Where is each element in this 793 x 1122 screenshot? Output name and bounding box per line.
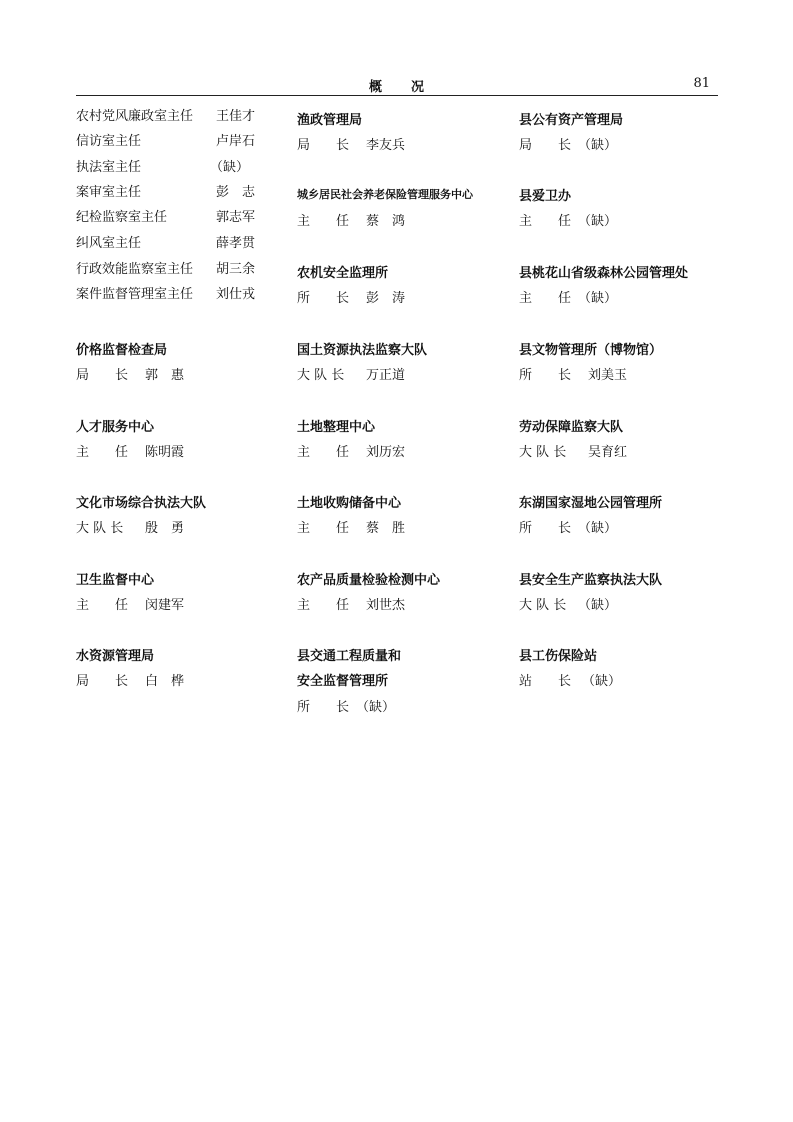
name-patriotic-health: （缺） bbox=[578, 214, 618, 229]
list-item: 信访室主任 卢岸石 bbox=[76, 134, 256, 149]
name-culture-market: 殷 勇 bbox=[145, 521, 185, 536]
list-item: 执法室主任 （缺） bbox=[76, 160, 250, 175]
title-pension: 主 任 bbox=[297, 214, 350, 229]
org-price: 价格监督检查局 bbox=[76, 343, 168, 358]
org-agri-quality: 农产品质量检验检测中心 bbox=[297, 573, 441, 588]
org-land-reserve: 土地收购储备中心 bbox=[297, 496, 402, 511]
title-work-safety: 大 队 长 bbox=[519, 598, 567, 613]
title-culture-market: 大 队 长 bbox=[76, 521, 124, 536]
name-fishery: 李友兵 bbox=[366, 138, 406, 153]
title-taohuashan: 主 任 bbox=[519, 291, 572, 306]
org-labor: 劳动保障监察大队 bbox=[519, 420, 624, 435]
org-work-injury: 县工伤保险站 bbox=[519, 649, 598, 664]
org-talent: 人才服务中心 bbox=[76, 420, 155, 435]
org-culture-market: 文化市场综合执法大队 bbox=[76, 496, 207, 511]
title-cultural-relics: 所 长 bbox=[519, 368, 572, 383]
name-work-injury: （缺） bbox=[582, 674, 622, 689]
list-item: 案件监督管理室主任 刘仕戎 bbox=[76, 287, 256, 302]
title-agri-quality: 主 任 bbox=[297, 598, 350, 613]
org-health-supervision: 卫生监督中心 bbox=[76, 573, 155, 588]
org-land-enforcement: 国土资源执法监察大队 bbox=[297, 343, 428, 358]
page-header bbox=[76, 76, 718, 94]
org-state-assets: 县公有资产管理局 bbox=[519, 113, 624, 128]
list-item: 纠风室主任 薛孝贯 bbox=[76, 236, 256, 251]
title-fishery: 局 长 bbox=[297, 138, 350, 153]
name-talent: 陈明霞 bbox=[145, 445, 185, 460]
page-number: 81 bbox=[693, 76, 710, 91]
title-price: 局 长 bbox=[76, 368, 129, 383]
name-land-enforcement: 万正道 bbox=[366, 368, 406, 383]
list-item: 纪检监察室主任 郭志军 bbox=[76, 210, 256, 225]
header-rule bbox=[76, 95, 718, 96]
name-work-safety: （缺） bbox=[578, 598, 618, 613]
list-item: 行政效能监察室主任 胡三余 bbox=[76, 262, 256, 277]
org-patriotic-health: 县爱卫办 bbox=[519, 189, 572, 204]
title-land-enforcement: 大 队 长 bbox=[297, 368, 345, 383]
title-land-consolidation: 主 任 bbox=[297, 445, 350, 460]
list-item: 农村党风廉政室主任 王佳才 bbox=[76, 109, 256, 124]
title-patriotic-health: 主 任 bbox=[519, 214, 572, 229]
org-cultural-relics: 县文物管理所（博物馆） bbox=[519, 343, 663, 358]
name-pension: 蔡 鸿 bbox=[366, 214, 406, 229]
name-donghu: （缺） bbox=[578, 521, 618, 536]
name-state-assets: （缺） bbox=[578, 138, 618, 153]
org-donghu: 东湖国家湿地公园管理所 bbox=[519, 496, 663, 511]
org-pension: 城乡居民社会养老保险管理服务中心 bbox=[297, 188, 473, 201]
title-talent: 主 任 bbox=[76, 445, 129, 460]
name-water: 白 桦 bbox=[145, 674, 185, 689]
org-fishery: 渔政管理局 bbox=[297, 113, 363, 128]
name-land-consolidation: 刘历宏 bbox=[366, 445, 406, 460]
name-land-reserve: 蔡 胜 bbox=[366, 521, 406, 536]
page-title: 概 况 bbox=[368, 80, 425, 95]
name-cultural-relics: 刘美玉 bbox=[588, 368, 628, 383]
title-agri-machinery: 所 长 bbox=[297, 291, 350, 306]
name-agri-quality: 刘世杰 bbox=[366, 598, 406, 613]
title-traffic: 所 长 bbox=[297, 700, 350, 715]
org-water: 水资源管理局 bbox=[76, 649, 155, 664]
name-health-supervision: 闵建军 bbox=[145, 598, 185, 613]
name-taohuashan: （缺） bbox=[578, 291, 618, 306]
title-health-supervision: 主 任 bbox=[76, 598, 129, 613]
org-taohuashan: 县桃花山省级森林公园管理处 bbox=[519, 266, 689, 281]
org-agri-machinery: 农机安全监理所 bbox=[297, 266, 389, 281]
title-water: 局 长 bbox=[76, 674, 129, 689]
org-traffic-line1: 县交通工程质量和 bbox=[297, 649, 402, 664]
title-land-reserve: 主 任 bbox=[297, 521, 350, 536]
name-price: 郭 惠 bbox=[145, 368, 185, 383]
list-item: 案审室主任 彭 志 bbox=[76, 185, 256, 200]
name-labor: 吴育红 bbox=[588, 445, 628, 460]
org-traffic-line2: 安全监督管理所 bbox=[297, 674, 389, 689]
title-state-assets: 局 长 bbox=[519, 138, 572, 153]
org-land-consolidation: 土地整理中心 bbox=[297, 420, 376, 435]
name-traffic: （缺） bbox=[356, 700, 396, 715]
title-donghu: 所 长 bbox=[519, 521, 572, 536]
title-work-injury: 站 长 bbox=[519, 674, 572, 689]
title-labor: 大 队 长 bbox=[519, 445, 567, 460]
name-agri-machinery: 彭 涛 bbox=[366, 291, 406, 306]
org-work-safety: 县安全生产监察执法大队 bbox=[519, 573, 663, 588]
